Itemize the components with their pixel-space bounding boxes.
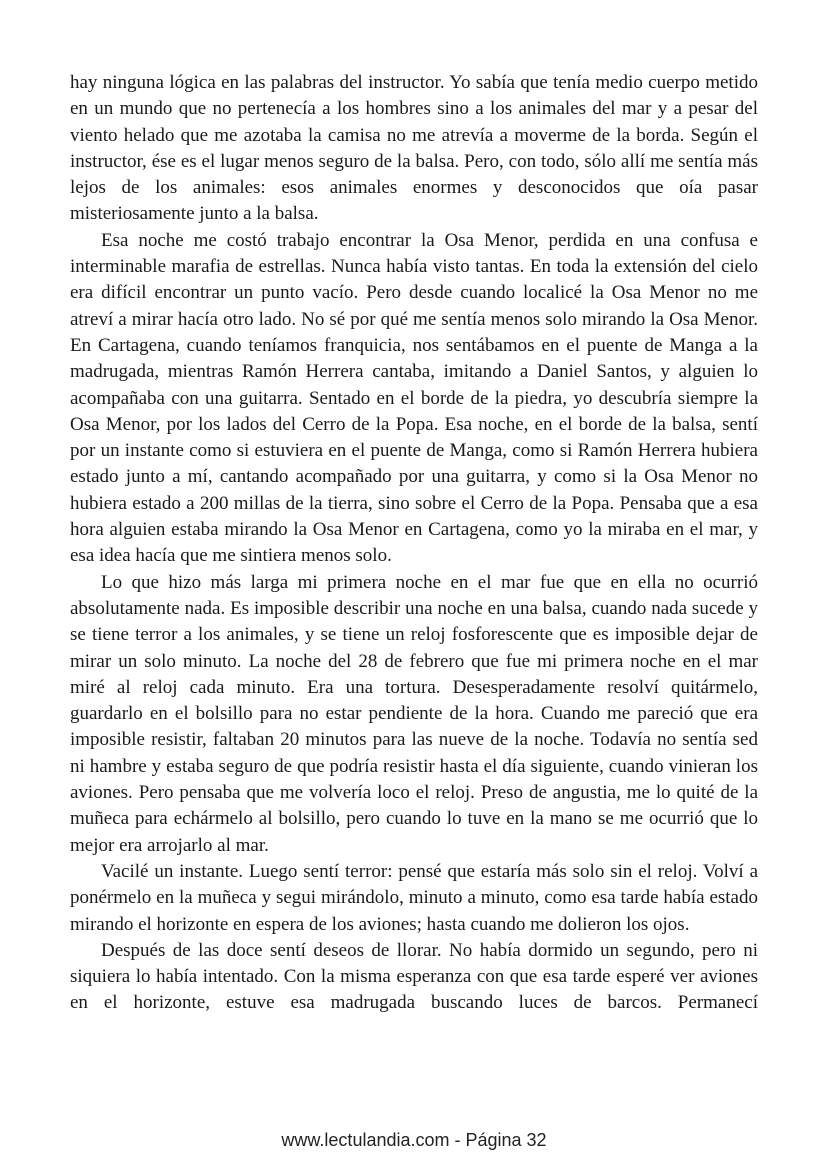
paragraph-1: hay ninguna lógica en las palabras del instructor. Yo sabía que tenía medio cuerpo metido en un mundo que no pertenecía a los hombres sino a los animales del mar y a pesar del viento helado que me azotaba la camisa no me atrevía a moverme de la borda. Según el instructor, ése es el lugar menos seguro de la balsa. Pero, con todo, sólo allí me sentía más lejos de los animales: esos animales enormes y desconocidos que oía pasar misteriosamente junto a la balsa. bbox=[70, 72, 758, 225]
page-footer: www.lectulandia.com - Página 32 bbox=[281, 1130, 547, 1150]
paragraph-4: Vacilé un instante. Luego sentí terror: pensé que estaría más solo sin el reloj. Volví a ponérmelo en la muñeca y segui mirándolo, minuto a minuto, como esa tarde había estado mirando el horizonte en espera de los aviones; hasta cuando me dolieron los ojos. bbox=[70, 860, 758, 935]
paragraph-5: Después de las doce sentí deseos de llorar. No había dormido un segundo, pero ni siquiera lo había intentado. Con la misma esperanza con que esa tarde esperé ver aviones en el horizonte, estuve esa madrugada buscando luces de barcos. Permanecí bbox=[70, 939, 758, 1014]
paragraph-2: Esa noche me costó trabajo encontrar la Osa Menor, perdida en una confusa e interminable marafia de estrellas. Nunca había visto tantas. En toda la extensión del cielo era difícil encontrar un punto vacío. Pero desde cuando localicé la Osa Menor no me atreví a mirar hacía otro lado. No sé por qué me sentía menos solo mirando la Osa Menor. En Cartagena, cuando teníamos franquicia, nos sentábamos en el puente de Manga a la madrugada, mientras Ramón Herrera cantaba, imitando a Daniel Santos, y alguien lo acompañaba con una guitarra. Sentado en el borde de la piedra, yo descubría siempre la Osa Menor, por los lados del Cerro de la Popa. Esa noche, en el borde de la balsa, sentí por un instante como si estuviera en el puente de Manga, como si Ramón Herrera hubiera estado junto a mí, cantando acompañado por una guitarra, y como si la Osa Menor no hubiera estado a 200 millas de la tierra, sino sobre el Cerro de la Popa. Pensaba que a esa hora alguien estaba mirando la Osa Menor en Cartagena, como yo la miraba en el mar, y esa idea hacía que me sintiera menos solo. bbox=[70, 229, 758, 567]
page-body bbox=[70, 70, 758, 1017]
paragraph-3: Lo que hizo más larga mi primera noche en el mar fue que en ella no ocurrió absolutamente nada. Es imposible describir una noche en una balsa, cuando nada sucede y se tiene terror a los animales, y se tiene un reloj fosforescente que es imposible dejar de mirar un solo minuto. La noche del 28 de febrero que fue mi primera noche en el mar miré al reloj cada minuto. Era una tortura. Desesperadamente resolví quitármelo, guardarlo en el bolsillo para no estar pendiente de la hora. Cuando me pareció que era imposible resistir, faltaban 20 minutos para las nueve de la noche. Todavía no sentía sed ni hambre y estaba seguro de que podría resistir hasta el día siguiente, cuando vinieran los aviones. Pero pensaba que me volvería loco el reloj. Preso de angustia, me lo quité de la muñeca para echármelo al bolsillo, pero cuando lo tuve en la mano se me ocurrió que lo mejor era arrojarlo al mar. bbox=[70, 571, 758, 856]
